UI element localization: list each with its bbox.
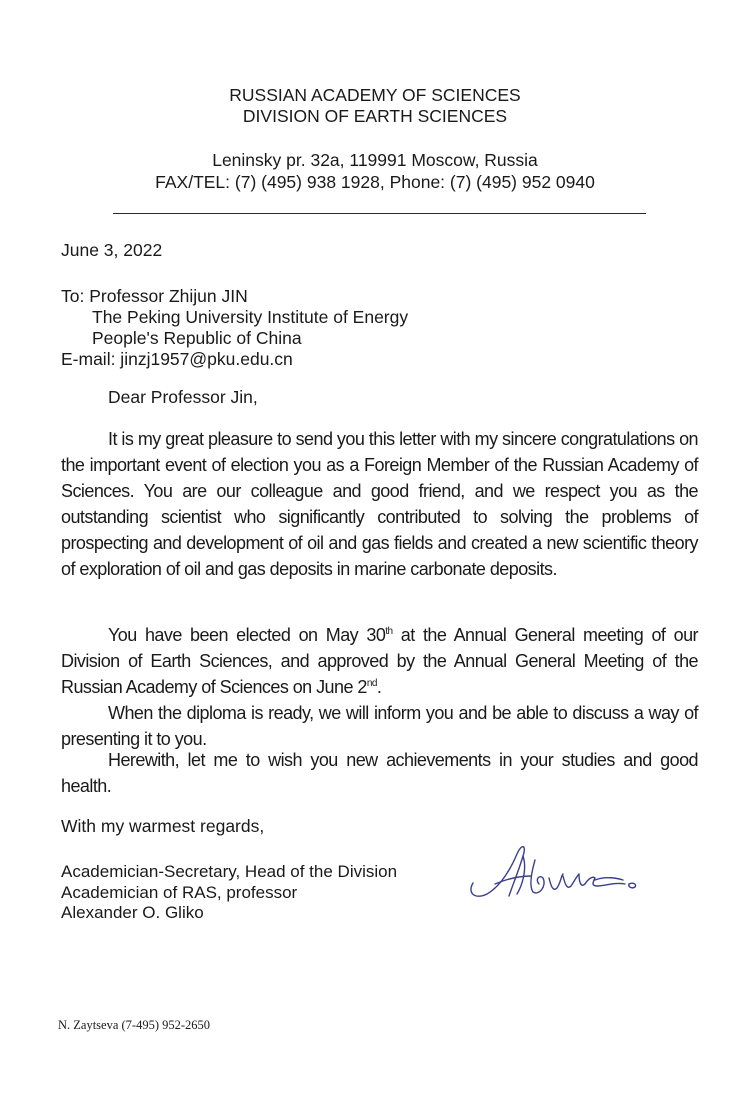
paragraph-3-text: When the diploma is ready, we will inform you and be able to discuss a way of presenting it to you. (61, 703, 698, 749)
division-name: DIVISION OF EARTH SCIENCES (242, 106, 508, 126)
org-name: RUSSIAN ACADEMY OF SCIENCES (229, 85, 521, 105)
signatory-title-1: Academician-Secretary, Head of the Division (61, 862, 398, 881)
to-label: To: (61, 286, 85, 306)
ordinal-suffix: nd (366, 678, 377, 689)
salutation: Dear Professor Jin, (108, 387, 258, 407)
paragraph-1-text: It is my great pleasure to send you this letter with my sincere congratulations on the important event of election you as a Foreign Member of the Russian Academy of Sciences. You are our colleague and good friend, and we respect you as the outstanding scientist who significantly contributed to solving the problems of prospecting and development of oil and gas fields and created a new scientific theory of exploration of oil and gas deposits in marine carbonate deposits. (61, 429, 698, 579)
signatory-title-2: Academician of RAS, professor (61, 882, 298, 902)
body-paragraph-4 (61, 747, 698, 799)
body-paragraph-2 (61, 622, 698, 700)
paragraph-2-text-b: at the Annual General meeting of our Division of Earth Sciences, and approved by the Annual General Meeting of the Russian Academy of Sciences on June 2 (61, 625, 698, 697)
paragraph-2-text-a: You have been elected on May 30 (108, 625, 386, 645)
closing: With my warmest regards, (61, 816, 265, 836)
body-paragraph-1 (61, 426, 698, 582)
recipient-country: People's Republic of China (92, 328, 302, 348)
footer-contact: N. Zaytseva (7-495) 952-2650 (58, 1018, 211, 1032)
signatory-block (61, 862, 397, 924)
signatory-name: Alexander O. Gliko (61, 903, 204, 922)
recipient-email: E-mail: jinzj1957@pku.edu.cn (61, 349, 293, 369)
org-address: Leninsky pr. 32a, 119991 Moscow, Russia (212, 150, 538, 170)
paragraph-4-text: Herewith, let me to wish you new achievements in your studies and good health. (61, 750, 698, 796)
paragraph-2-text-c: . (376, 677, 382, 697)
org-contacts: FAX/TEL: (7) (495) 938 1928, Phone: (7) (495) 952 0940 (155, 172, 595, 192)
recipient-institution: The Peking University Institute of Energy (92, 307, 409, 327)
letter-date: June 3, 2022 (61, 240, 163, 260)
recipient-name-line (61, 286, 248, 307)
ordinal-suffix: th (385, 626, 393, 637)
signature-icon (465, 838, 665, 908)
recipient-name: Professor Zhijun JIN (89, 286, 248, 306)
body-paragraph-3 (61, 700, 698, 752)
letterhead-divider (113, 213, 646, 214)
